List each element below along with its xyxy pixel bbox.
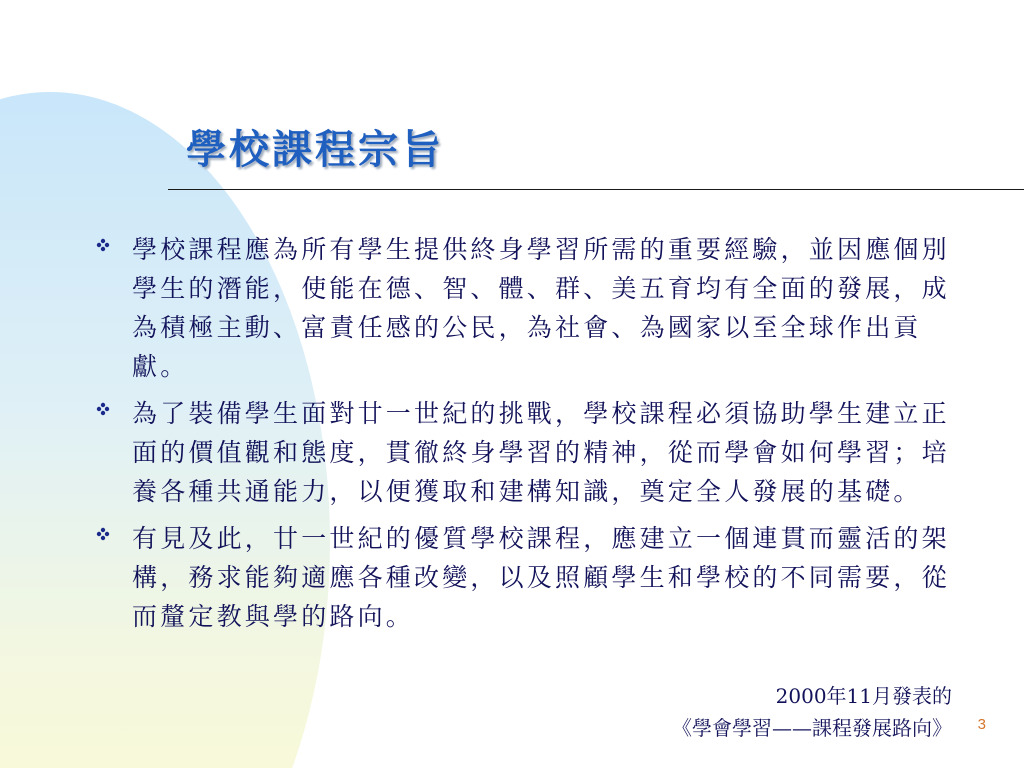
bullet-item [96,394,956,511]
title-underline [168,189,1024,190]
diamond-bullet-icon [96,238,110,252]
source-line-2: 《學會學習——課程發展路向》 [672,716,952,740]
diamond-bullet-icon [96,402,110,416]
slide-title: 學校課程宗旨 [186,126,444,173]
source-citation [672,680,952,744]
bullet-item [96,519,956,636]
source-line-1: 2000年11月發表的 [775,684,952,708]
bullet-text: 學校課程應為所有學生提供終身學習所需的重要經驗，並因應個別學生的潛能，使能在德、智、體、群、美五育均有全面的發展，成為積極主動、富責任感的公民，為社會、為國家以至全球作出貢獻。 [132,235,950,381]
bullet-text: 為了裝備學生面對廿一世紀的挑戰，學校課程必須協助學生建立正面的價值觀和態度，貫徹終身學習的精神，從而學會如何學習；培養各種共通能力，以便獲取和建構知識，奠定全人發展的基礎。 [132,399,950,506]
page-number: 3 [977,716,986,733]
diamond-bullet-icon [96,527,110,541]
bullet-item [96,230,956,386]
bullet-text: 有見及此，廿一世紀的優質學校課程，應建立一個連貫而靈活的架構，務求能夠適應各種改變，以及照顧學生和學校的不同需要，從而釐定教與學的路向。 [132,524,950,631]
bullet-list [96,230,956,644]
